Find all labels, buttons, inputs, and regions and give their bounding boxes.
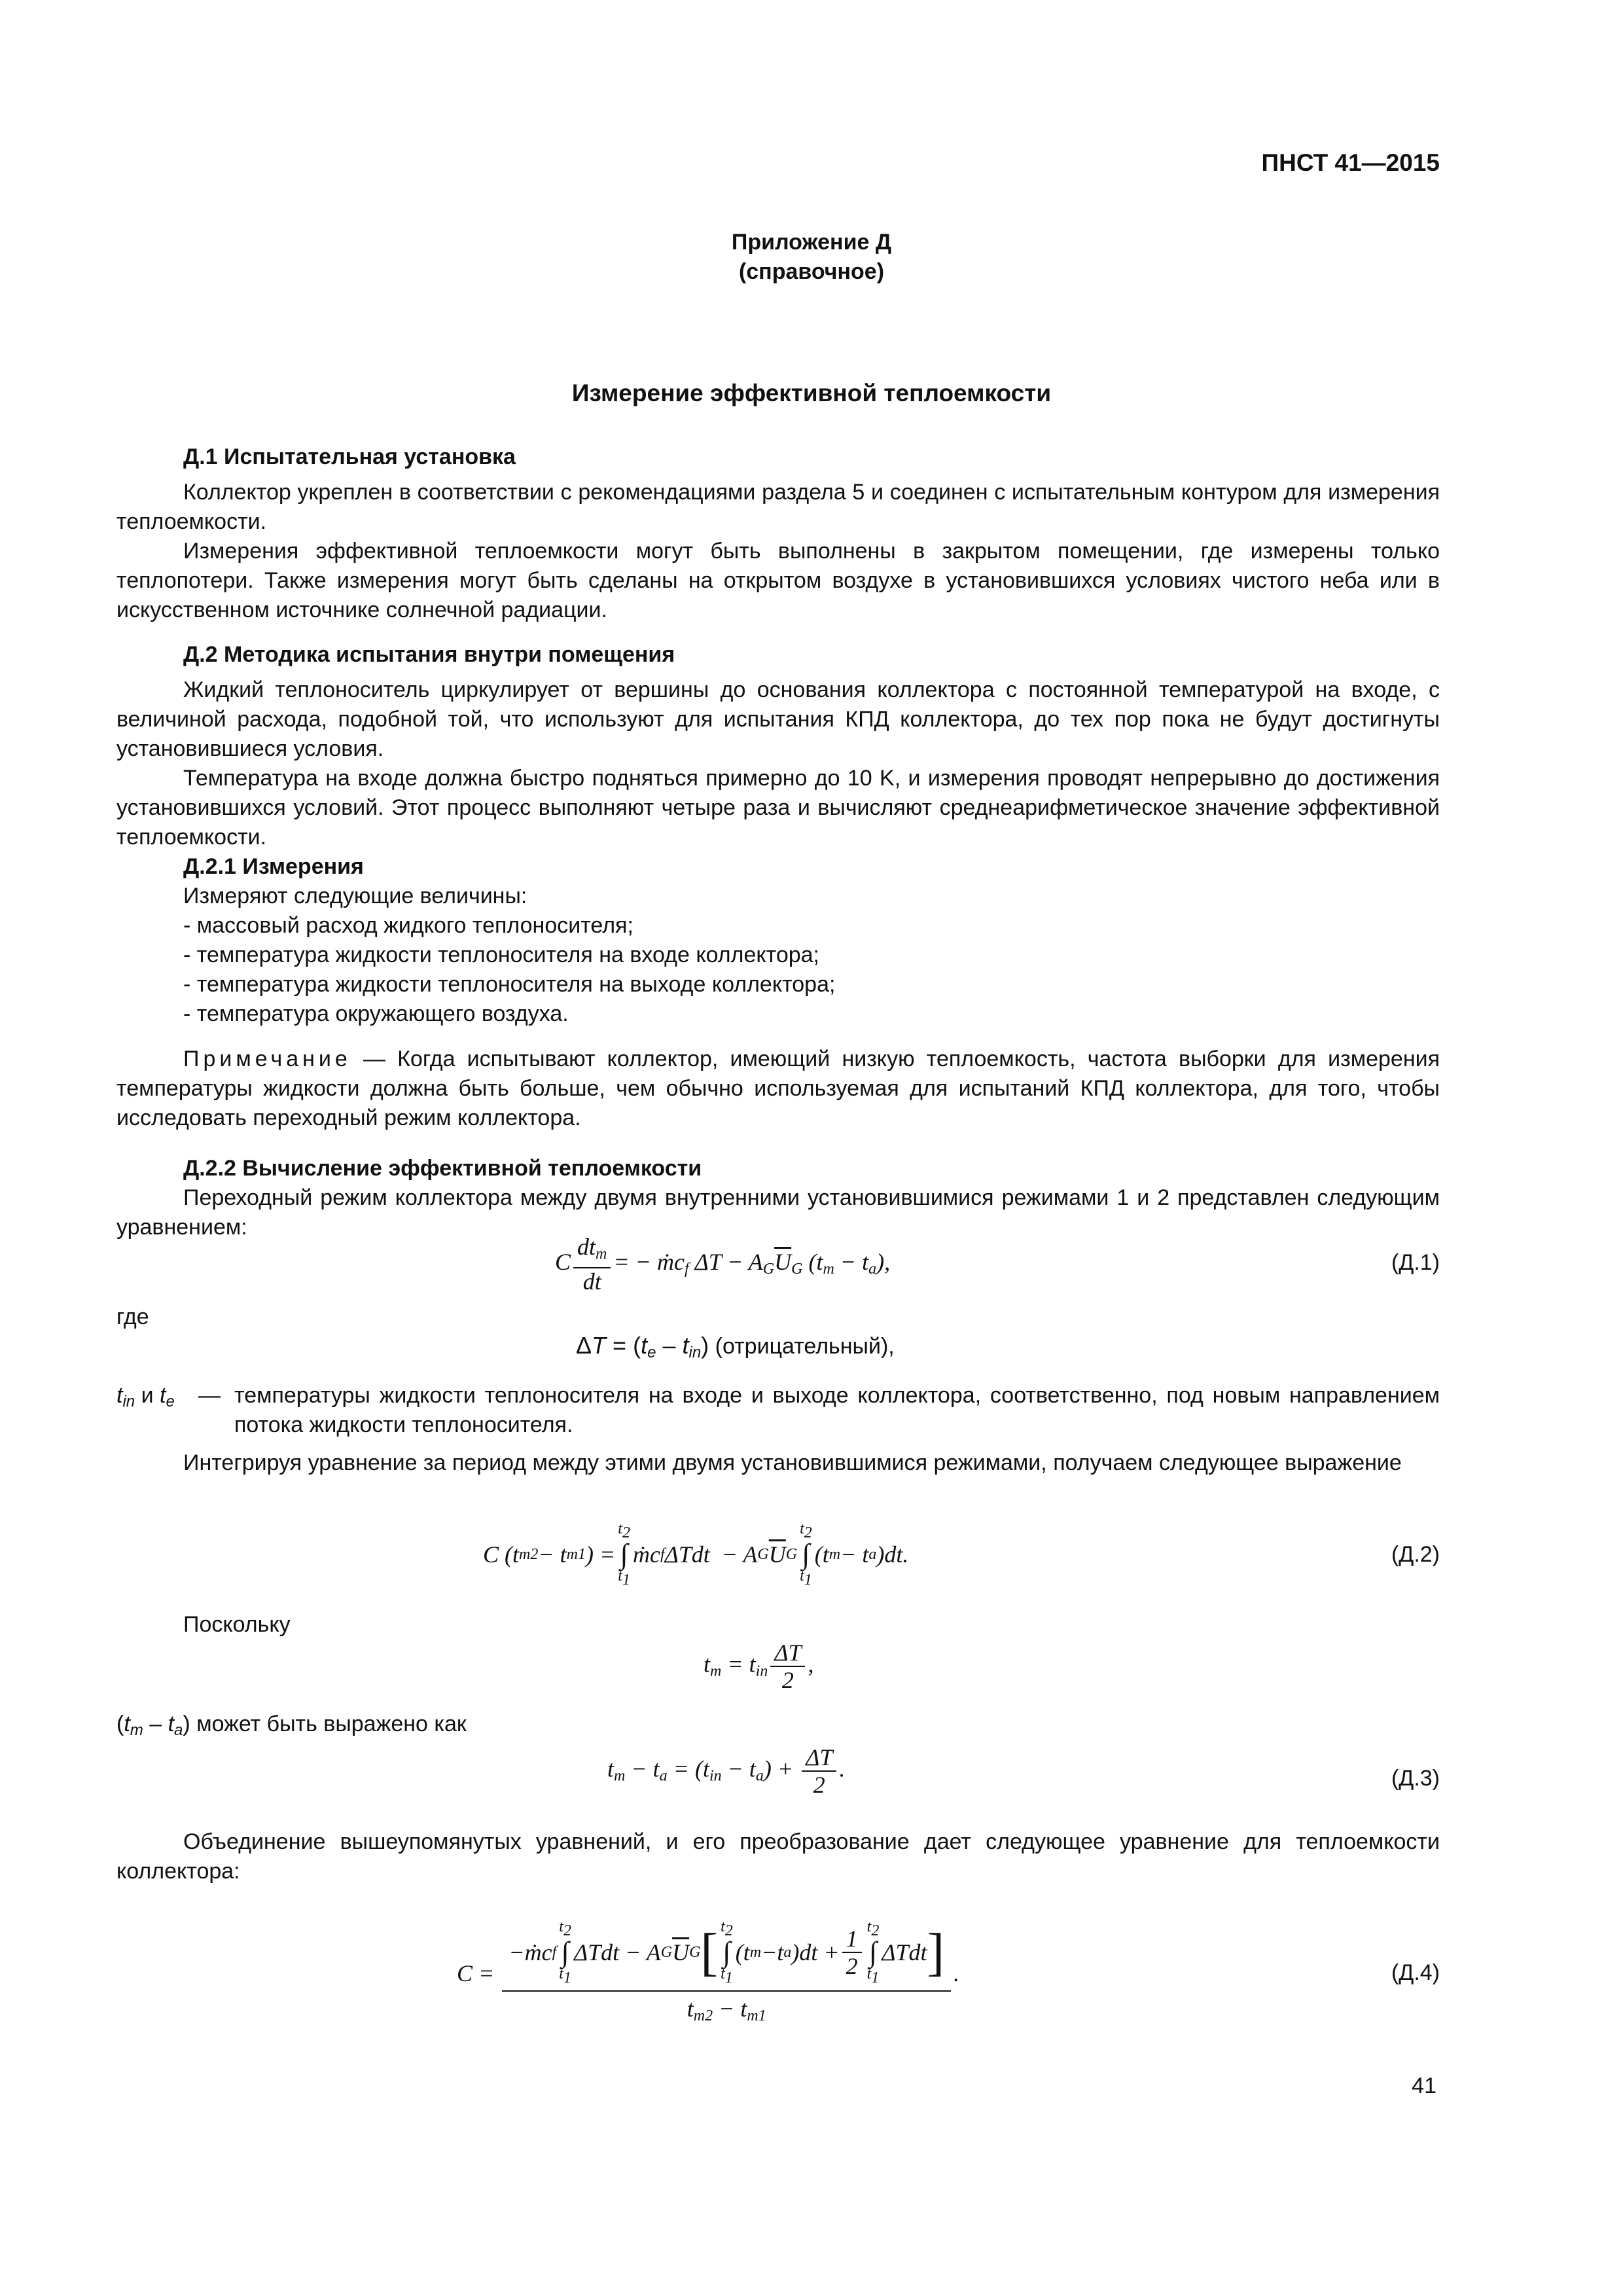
delta-t-comment: (отрицательный), bbox=[715, 1334, 895, 1359]
equation-d4-formula: C = −ṁc f $t_2$ ∫ $t_1$ ΔTdt − A G $\overline{U}$ G [ $t_2$ ∫ $t_1$ (t m −t a )dt + $\frac{1}{2}$ $t_2$ ∫ $t_1$ ΔTdt ] $t_{m2} - t_{m1}$ . bbox=[457, 1918, 960, 2024]
definition-text: температуры жидкости теплоносителя на входе и выходе коллектора, соответственно, под новым направлением потока жидкости теплоносителя. bbox=[234, 1383, 1440, 1437]
section-heading-d22: Д.2.2 Вычисление эффективной теплоемкости bbox=[183, 1156, 702, 1181]
can-be-label: может быть выражено как bbox=[196, 1712, 467, 1736]
equation-d1-formula: C $\frac{dt_m}{dt}$ = − ṁc$_f$ $\Delta T - A_G\overline{U}_G$ $(t_m - t_a)$, bbox=[555, 1234, 891, 1295]
list-item: - температура жидкости теплоносителя на выходе коллектора; bbox=[183, 972, 836, 997]
list-item: - температура окружающего воздуха. bbox=[183, 1001, 569, 1026]
paragraph: Температура на входе должна быстро подняться примерно до 10 K, и измерения проводят непрерывно до достижения установившихся условий. Этот процесс выполняют четыре раза и вычисляют среднеарифметическое значение эффективной теплоемкости. bbox=[116, 766, 1440, 850]
where-label: где bbox=[116, 1304, 149, 1329]
equation-d3-formula: $t_m - t_a = (t_{in} - t_a)$ + $\frac{\Delta T}{2}$ . bbox=[607, 1744, 846, 1798]
paragraph: Объединение вышеупомянутых уравнений, и его преобразование дает следующее уравнение для теплоемкости коллектора: bbox=[116, 1829, 1440, 1884]
document-code: ПНСТ 41—2015 bbox=[1261, 149, 1440, 176]
delta-t-definition: $\Delta T = (t_e - t_{in})$ (отрицательный), bbox=[576, 1332, 895, 1361]
definition-term: $t_{in}$ и $t_e$ bbox=[116, 1383, 175, 1410]
section-heading-d1: Д.1 Испытательная установка bbox=[183, 444, 516, 469]
list-intro: Измеряют следующие величины: bbox=[183, 884, 527, 908]
section-heading-d21: Д.2.1 Измерения bbox=[183, 854, 364, 879]
equation-number: (Д.2) bbox=[1391, 1542, 1440, 1567]
tm-ta-line: $(t_m - t_a)$ может быть выражено как bbox=[116, 1712, 467, 1739]
main-title: Измерение эффективной теплоемкости bbox=[571, 380, 1052, 406]
equation-d2 bbox=[116, 1509, 1440, 1600]
section-heading-d2: Д.2 Методика испытания внутри помещения bbox=[183, 642, 675, 667]
paragraph: Переходный режим коллектора между двумя внутренними установившимися режимами 1 и 2 представлен следующим уравнением: bbox=[116, 1185, 1440, 1240]
paragraph: Коллектор укреплен в соответствии с рекомендациями раздела 5 и соединен с испытательным контуром для измерения теплоемкости. bbox=[116, 480, 1440, 534]
note bbox=[116, 1045, 1440, 1133]
paragraph: Измерения эффективной теплоемкости могут быть выполнены в закрытом помещении, где измерены только теплопотери. Также измерения могут быть сделаны на открытом воздухе в установившихся условиях чистого неба или в искусственном источнике солнечной радиации. bbox=[116, 539, 1440, 622]
list-item: - температура жидкости теплоносителя на входе коллектора; bbox=[183, 942, 820, 967]
equation-number: (Д.1) bbox=[1391, 1250, 1440, 1275]
paragraph: Жидкий теплоноситель циркулирует от вершины до основания коллектора с постоянной температурой на входе, с величиной расхода, подобной той, что используют для испытания КПД коллектора, до тех пор пока не будут достигнуты установившиеся условия. bbox=[116, 677, 1440, 761]
tm-definition: $t_m = t_{in}$ $\frac{\Delta T}{2}$ , bbox=[704, 1640, 814, 1693]
equation-d3 bbox=[116, 1744, 1440, 1810]
page-number: 41 bbox=[1412, 2073, 1436, 2098]
equation-d1 bbox=[116, 1234, 1440, 1299]
equation-d4 bbox=[116, 1898, 1440, 2049]
equation-d2-formula: C (t m2 − t m1 ) = $t_2$ ∫ $t_1$ ṁc f ΔTdt − A G $\overline{U}$ G $t_2$ ∫ $t_1$ (t m − t a )dt. bbox=[483, 1520, 909, 1588]
equation-number: (Д.4) bbox=[1391, 1960, 1440, 1985]
note-text: — Когда испытывают коллектор, имеющий низкую теплоемкость, частота выборки для измерения температуры жидкости должна быть больше, чем обычно используемая для испытаний КПД коллектора, для того, чтобы исследовать переходный режим коллектора. bbox=[116, 1047, 1440, 1130]
paragraph: Интегрируя уравнение за период между этими двумя установившимися режимами, получаем следующее выражение bbox=[183, 1450, 1402, 1475]
appendix-type: (справочное) bbox=[738, 259, 885, 284]
equation-number: (Д.3) bbox=[1391, 1766, 1440, 1791]
definition-dash: — bbox=[198, 1383, 221, 1408]
list-item: - массовый расход жидкого теплоносителя; bbox=[183, 913, 633, 938]
since-label: Поскольку bbox=[183, 1612, 291, 1637]
appendix-title: Приложение Д bbox=[731, 230, 892, 255]
note-label: Примечание bbox=[183, 1047, 351, 1071]
